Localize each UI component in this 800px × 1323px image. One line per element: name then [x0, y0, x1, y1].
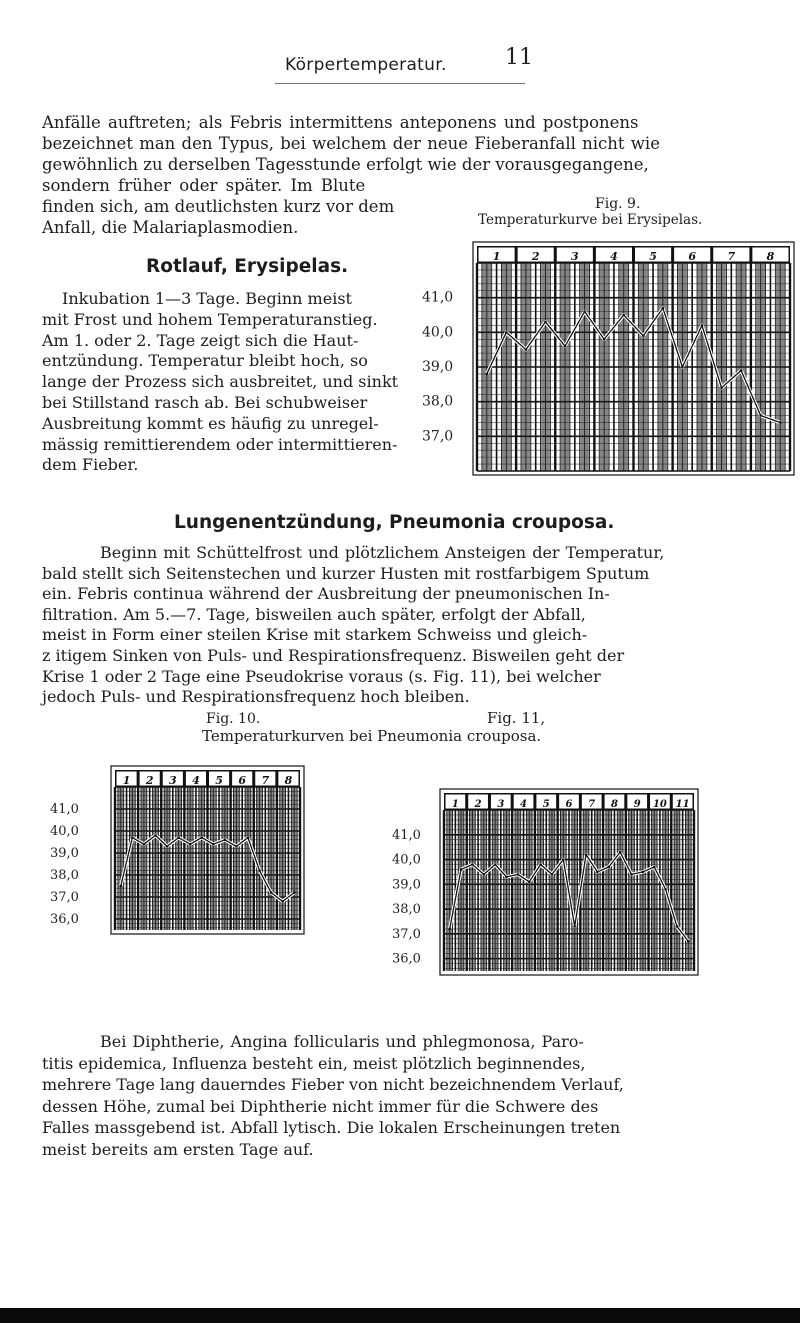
shaded-column — [164, 787, 169, 930]
x-tick-label: 1 — [451, 799, 459, 810]
shaded-column — [640, 810, 645, 971]
data-point — [258, 869, 261, 872]
text-line: ein. Febris continua während der Ausbreitung der pneumonischen In- — [42, 584, 610, 604]
x-tick-label: 8 — [284, 774, 293, 787]
data-point — [622, 314, 625, 317]
x-tick-label: 1 — [492, 250, 501, 263]
rotlauf-paragraph — [42, 289, 398, 476]
data-point — [154, 834, 157, 837]
shaded-column — [595, 810, 600, 971]
data-point — [200, 836, 203, 839]
data-point — [460, 868, 463, 871]
shaded-column — [776, 263, 785, 471]
text-line: Krise 1 oder 2 Tage eine Pseudokrise voraus (s. Fig. 11), bei welcher — [42, 666, 601, 686]
data-point — [212, 843, 215, 846]
fig10-11-caption: Temperaturkurven bei Pneumonia crouposa. — [202, 727, 542, 745]
shaded-column — [674, 810, 679, 971]
section-heading-rotlauf: Rotlauf, Erysipelas. — [146, 256, 349, 277]
y-tick-label: 37,0 — [422, 428, 454, 445]
shaded-column — [130, 787, 135, 930]
text-line: Anfälle auftreten; als Febris intermittens anteponens und postponens — [42, 113, 639, 132]
data-point — [701, 324, 704, 327]
page-number: 11 — [505, 45, 533, 70]
data-point — [281, 900, 284, 903]
data-point — [166, 845, 169, 848]
shaded-column — [618, 810, 623, 971]
shaded-column — [481, 810, 486, 971]
data-point — [494, 863, 497, 866]
x-tick-label: 3 — [570, 250, 579, 263]
text-line: lange der Prozess sich ausbreitet, und sinkt — [42, 372, 399, 392]
shaded-column — [538, 810, 543, 971]
shaded-column — [756, 263, 765, 471]
shaded-column — [459, 810, 464, 971]
data-point — [270, 891, 273, 894]
x-tick-label: 1 — [122, 774, 131, 787]
text-line: bald stellt sich Seitenstechen und kurzer Husten mit rostfarbigem Sputum — [42, 563, 650, 583]
data-point — [664, 888, 667, 891]
data-point — [131, 836, 134, 839]
data-point — [662, 307, 665, 310]
shaded-column — [292, 787, 297, 930]
data-point — [573, 925, 576, 928]
x-tick-label: 4 — [610, 250, 618, 263]
x-tick-label: 2 — [145, 774, 154, 787]
y-tick-label: 37,0 — [392, 926, 421, 942]
data-point — [505, 876, 508, 879]
data-point — [759, 414, 762, 417]
shaded-column — [717, 263, 726, 471]
fig10-label: Fig. 10. — [206, 711, 261, 727]
pneumonia-paragraph — [42, 543, 664, 708]
text-line: mit Frost und hohem Temperaturanstieg. — [42, 309, 378, 329]
data-point — [740, 369, 743, 372]
data-point — [681, 366, 684, 369]
y-tick-label: 41,0 — [50, 802, 79, 817]
x-tick-label: 6 — [238, 774, 247, 787]
fig9-label: Fig. 9. — [595, 196, 641, 212]
shaded-column — [153, 787, 158, 930]
text-line: finden sich, am deutlichsten kurz vor dem — [42, 197, 395, 216]
shaded-column — [686, 810, 691, 971]
x-tick-label: 9 — [633, 799, 641, 810]
data-point — [687, 940, 690, 943]
data-point — [562, 858, 565, 861]
y-tick-label: 36,0 — [50, 912, 79, 927]
text-line: dessen Höhe, zumal bei Diphtherie nicht immer für die Schwere des — [42, 1096, 599, 1116]
x-tick-label: 7 — [261, 774, 270, 787]
shaded-column — [470, 810, 475, 971]
y-tick-label: 38,0 — [422, 393, 454, 410]
text-line: jedoch Puls- und Respirationsfrequenz hoch bleiben. — [42, 687, 470, 707]
data-point — [119, 885, 122, 888]
shaded-column — [211, 787, 216, 930]
text-line: Bei Diphtherie, Angina follicularis und phlegmonosa, Paro- — [100, 1032, 584, 1051]
y-tick-label: 41,0 — [422, 289, 454, 306]
shaded-column — [561, 263, 570, 471]
data-point — [528, 881, 531, 884]
y-tick-label: 38,0 — [392, 902, 421, 918]
shaded-column — [502, 263, 511, 471]
shaded-column — [737, 263, 746, 471]
x-tick-label: 5 — [649, 250, 657, 263]
data-point — [676, 925, 679, 928]
data-point — [482, 873, 485, 876]
closing-paragraph — [42, 1031, 624, 1160]
fig11-label: Fig. 11, — [487, 709, 546, 727]
shaded-column — [580, 263, 589, 471]
shaded-column — [447, 810, 452, 971]
text-line: filtration. Am 5.—7. Tage, bisweilen auch später, erfolgt der Abfall, — [42, 604, 586, 624]
data-point — [544, 321, 547, 324]
y-tick-label: 41,0 — [392, 827, 421, 843]
shaded-column — [541, 263, 550, 471]
shaded-column — [639, 263, 648, 471]
data-point — [642, 335, 645, 338]
data-point — [505, 331, 508, 334]
x-tick-label: 7 — [588, 799, 596, 810]
x-tick-label: 4 — [520, 799, 528, 810]
shaded-column — [280, 787, 285, 930]
x-tick-label: 5 — [215, 774, 223, 787]
text-line: Falles massgebend ist. Abfall lytisch. Die lokalen Erscheinungen treten — [42, 1118, 621, 1137]
data-point — [779, 421, 782, 424]
shaded-column — [493, 810, 498, 971]
data-point — [177, 836, 180, 839]
shaded-column — [527, 810, 532, 971]
shaded-column — [652, 810, 657, 971]
data-point — [517, 873, 520, 876]
shaded-column — [245, 787, 250, 930]
data-point — [471, 863, 474, 866]
data-point — [607, 866, 610, 869]
data-point — [642, 871, 645, 874]
x-tick-label: 2 — [531, 250, 540, 263]
data-point — [630, 873, 633, 876]
text-line: Inkubation 1—3 Tage. Beginn meist — [62, 289, 352, 308]
x-tick-label: 5 — [542, 799, 550, 810]
shaded-column — [619, 263, 628, 471]
x-tick-label: 7 — [727, 250, 736, 263]
data-point — [564, 345, 567, 348]
text-line: dem Fieber. — [42, 455, 139, 475]
shaded-column — [572, 810, 577, 971]
data-point — [551, 873, 554, 876]
shaded-column — [584, 810, 589, 971]
shaded-column — [561, 810, 566, 971]
data-point — [525, 348, 528, 351]
page-bottom-edge — [0, 1308, 800, 1323]
shaded-column — [176, 787, 181, 930]
text-line: bei Stillstand rasch ab. Bei schubweiser — [42, 392, 368, 412]
y-tick-label: 40,0 — [422, 324, 454, 341]
text-line: mehrere Tage lang dauerndes Fieber von nicht bezeichnendem Verlauf, — [42, 1075, 624, 1094]
shaded-column — [118, 787, 123, 930]
text-line: Am 1. oder 2. Tage zeigt sich die Haut- — [42, 330, 359, 350]
shaded-column — [257, 787, 262, 930]
text-line: z itigem Sinken von Puls- und Respirationsfrequenz. Bisweilen geht der — [42, 645, 625, 665]
shaded-column — [222, 787, 227, 930]
data-point — [583, 310, 586, 313]
text-line: sondern früher oder später. Im Blute — [42, 176, 366, 195]
data-point — [189, 843, 192, 846]
x-tick-label: 11 — [675, 799, 690, 810]
y-tick-label: 39,0 — [50, 846, 79, 861]
text-line: Anfall, die Malariaplasmodien. — [42, 218, 299, 237]
x-tick-label: 6 — [688, 250, 697, 263]
y-tick-label: 38,0 — [50, 868, 79, 883]
shaded-column — [234, 787, 239, 930]
data-point — [720, 387, 723, 390]
y-tick-label: 39,0 — [392, 877, 421, 893]
data-point — [585, 853, 588, 856]
text-line: meist in Form einer steilen Krise mit starkem Schweiss und gleich- — [42, 625, 588, 645]
y-tick-label: 37,0 — [50, 890, 79, 905]
x-tick-label: 10 — [652, 799, 667, 810]
text-line: bezeichnet man den Typus, bei welchem der neue Fieberanfall nicht wie — [42, 134, 660, 153]
running-header: Körpertemperatur. — [285, 55, 447, 75]
header-rule — [275, 83, 525, 84]
data-point — [224, 839, 227, 842]
data-point — [619, 851, 622, 854]
text-line: Beginn mit Schüttelfrost und plötzlichem Ansteigen der Temperatur, — [100, 543, 665, 562]
data-point — [485, 373, 488, 376]
text-line: mässig remittierendem oder intermittieren- — [42, 434, 398, 454]
shaded-column — [504, 810, 509, 971]
x-tick-label: 2 — [474, 799, 482, 810]
x-tick-label: 6 — [565, 799, 573, 810]
shaded-column — [188, 787, 193, 930]
data-point — [235, 845, 238, 848]
fig10-temperature-chart — [50, 760, 310, 945]
shaded-column — [659, 263, 668, 471]
text-line: Ausbreitung kommt es häufig zu unregel- — [42, 413, 379, 433]
fig9-temperature-chart — [420, 228, 795, 483]
x-tick-label: 8 — [766, 250, 775, 263]
data-point — [143, 843, 146, 846]
fig9-caption: Temperaturkurve bei Erysipelas. — [478, 212, 703, 228]
data-point — [539, 863, 542, 866]
data-point — [596, 871, 599, 874]
shaded-column — [600, 263, 609, 471]
data-point — [247, 836, 250, 839]
y-tick-label: 39,0 — [422, 359, 454, 375]
x-tick-label: 8 — [610, 799, 618, 810]
data-point — [293, 891, 296, 894]
text-line: titis epidemica, Influenza besteht ein, meist plötzlich beginnendes, — [42, 1053, 586, 1073]
y-tick-label: 36,0 — [392, 951, 421, 967]
shaded-column — [549, 810, 554, 971]
shaded-column — [199, 787, 204, 930]
x-tick-label: 3 — [168, 774, 177, 787]
x-tick-label: 4 — [192, 774, 200, 787]
data-point — [603, 338, 606, 341]
section-heading-pneumonia: Lungenentzündung, Pneumonia crouposa. — [174, 512, 615, 533]
text-line: meist bereits am ersten Tage auf. — [42, 1139, 314, 1159]
text-line: gewöhnlich zu derselben Tagesstunde erfolgt wie der vorausgegangene, — [42, 155, 649, 174]
data-point — [653, 866, 656, 869]
fig11-temperature-chart — [392, 775, 704, 980]
y-tick-label: 40,0 — [50, 824, 79, 839]
shaded-column — [269, 787, 274, 930]
shaded-column — [629, 810, 634, 971]
x-tick-label: 3 — [497, 799, 505, 810]
y-tick-label: 40,0 — [392, 852, 421, 868]
shaded-column — [141, 787, 146, 930]
text-line: entzündung. Temperatur bleibt hoch, so — [42, 351, 368, 371]
shaded-column — [522, 263, 531, 471]
data-point — [448, 928, 451, 931]
shaded-column — [606, 810, 611, 971]
shaded-column — [698, 263, 707, 471]
shaded-column — [515, 810, 520, 971]
